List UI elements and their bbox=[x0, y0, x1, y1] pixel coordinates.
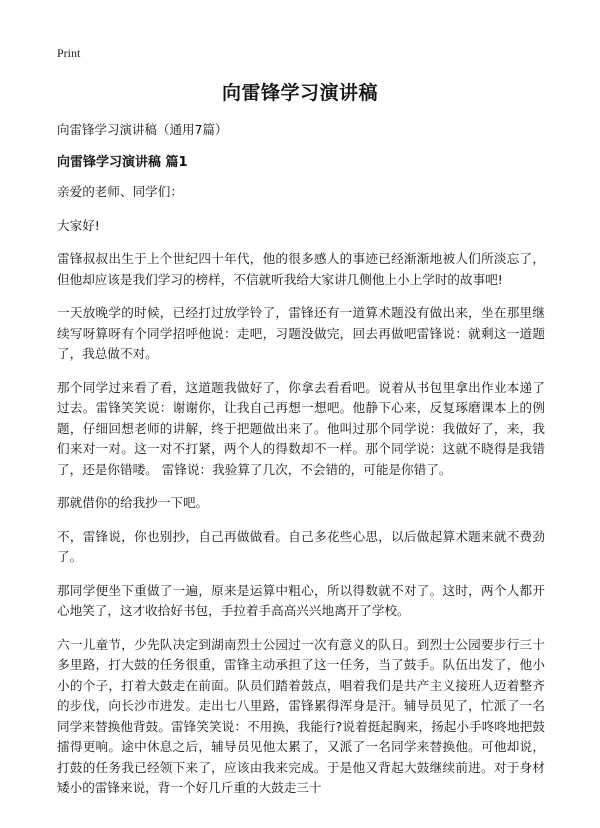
paragraph-childrens-day: 六一儿童节，少先队决定到湖南烈士公园过一次有意义的队日。到烈士公园要步行三十多里路，打大鼓的任务很重，雷锋主动承担了这一任务，当了鼓手。队伍出发了，他小小的个子，打着大鼓走在前面。队员们踏着鼓点，唱着我们是共产主义接班人迈着整齐的步伐，向长沙市进发。走出七八里路，雷锋累得浑身是汗。辅导员见了，忙派了一名同学来替换他背鼓。雷锋笑笑说：不用换，我能行?说着挺起胸来，扬起小手咚咚地把鼓擂得更响。途中休息之后，辅导员见他太累了，又派了一名同学来替换他。可他却说，打鼓的任务我已经领下来了，应该由我来完成。于是他又背起大鼓继续前进。对于身材矮小的雷锋来说，背一个好几斤重的大鼓走三十 bbox=[57, 636, 545, 795]
paragraph-refusal: 不，雷锋说，你也别抄，自己再做做看。自己多花些心思，以后做起算术题来就不费劲了。 bbox=[57, 528, 545, 564]
section-heading: 向雷锋学习演讲稿 篇1 bbox=[57, 155, 188, 170]
paragraph-borrow-request: 那就借你的给我抄一下吧。 bbox=[57, 495, 209, 510]
document-body bbox=[57, 182, 545, 812]
paragraph-redo: 那同学便坐下重做了一遍，原来是运算中粗心，所以得数就不对了。这时，两个人都开心地笑了，这才收拾好书包，手拉着手高高兴兴地离开了学校。 bbox=[57, 582, 545, 618]
document-title: 向雷锋学习演讲稿 bbox=[221, 82, 378, 104]
paragraph-story-start: 一天放晚学的时候，已经打过放学铃了，雷锋还有一道算术题没有做出来，坐在那里继续写呀算呀有个同学招呼他说：走吧，习题没做完，回去再做吧雷锋说：就剩这一道题了，我总做不对。 bbox=[57, 305, 545, 361]
paragraph-hello: 大家好! bbox=[57, 217, 100, 233]
paragraph-classmate-check: 那个同学过来看了看，这道题我做好了，你拿去看看吧。说着从书包里拿出作业本递了过去。雷锋笑笑说：谢谢你，让我自己再想一想吧。他静下心来，反复琢磨课本上的例题，仔细回想老师的讲解，终于把题做出来了。他叫过那个同学说：我做好了，来，我们来对一对。这一对不打紧，两个人的得数却不一样。那个同学说：这就不晓得是我错了，还是你错喽。 雷锋说：我验算了几次，不会错的，可能是你错了。 bbox=[57, 379, 545, 477]
document-subtitle: 向雷锋学习演讲稿（通用7篇） bbox=[57, 122, 228, 137]
paragraph-greeting: 亲爱的老师、同学们： bbox=[57, 184, 183, 199]
paragraph-intro: 雷锋叔叔出生于上个世纪四十年代，他的很多感人的事迹已经渐渐地被人们所淡忘了，但他却应该是我们学习的榜样，不信就听我给大家讲几侧他上小上学时的故事吧! bbox=[57, 251, 545, 287]
print-label[interactable]: Print bbox=[57, 46, 81, 60]
